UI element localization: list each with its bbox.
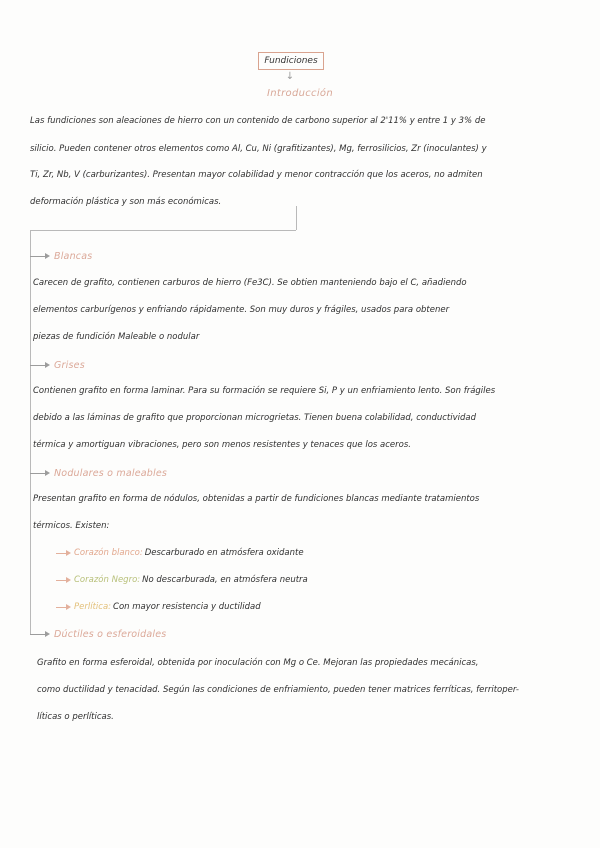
item-text: No descarburada, en atmósfera neutra bbox=[142, 575, 308, 585]
body-line: Contienen grafito en forma laminar. Para su formación se requiere Si, P y un enfriamiento lento. Son frágiles bbox=[33, 386, 496, 396]
body-line: piezas de fundición Maleable o nodular bbox=[33, 332, 200, 342]
tree-connector bbox=[296, 206, 297, 230]
tree-connector bbox=[30, 230, 31, 634]
arrow-right-icon bbox=[30, 358, 52, 372]
list-item-corazon-negro bbox=[56, 573, 308, 587]
section-heading: Dúctiles o esferoidales bbox=[54, 628, 167, 640]
body-line: debido a las láminas de grafito que proporcionan microgrietas. Tienen buena colabilidad, conductividad bbox=[33, 413, 476, 423]
item-text: Con mayor resistencia y ductilidad bbox=[113, 602, 261, 612]
body-line: Carecen de grafito, contienen carburos de hierro (Fe3C). Se obtien manteniendo bajo el C, añadiendo bbox=[33, 278, 467, 288]
arrow-right-icon bbox=[56, 573, 72, 587]
section-subtitle: Introducción bbox=[267, 88, 333, 99]
arrow-right-icon bbox=[30, 249, 52, 263]
down-arrow-icon: ↓ bbox=[285, 71, 295, 82]
page-title: Fundiciones bbox=[258, 52, 324, 70]
body-line: como ductilidad y tenacidad. Según las condiciones de enfriamiento, pueden tener matrices ferríticas, ferritoper- bbox=[37, 685, 519, 695]
item-term: Corazón blanco: bbox=[74, 548, 143, 558]
intro-line: Ti, Zr, Nb, V (carburizantes). Presentan mayor colabilidad y menor contracción que los aceros, no admiten bbox=[30, 170, 483, 180]
tree-connector bbox=[30, 230, 296, 231]
arrow-right-icon bbox=[30, 627, 52, 641]
list-item-corazon-blanco bbox=[56, 546, 304, 560]
item-text: Descarburado en atmósfera oxidante bbox=[144, 548, 304, 558]
branch-grises bbox=[30, 358, 85, 372]
branch-ductiles bbox=[30, 627, 166, 641]
body-line: Presentan grafito en forma de nódulos, obtenidas a partir de fundiciones blancas mediante tratamientos bbox=[33, 494, 480, 504]
item-term: Corazón Negro: bbox=[74, 575, 141, 585]
arrow-right-icon bbox=[56, 546, 72, 560]
body-line: Grafito en forma esferoidal, obtenida por inoculación con Mg o Ce. Mejoran las propiedades mecánicas, bbox=[37, 658, 479, 668]
body-line: líticas o perlíticas. bbox=[37, 712, 114, 722]
section-heading: Blancas bbox=[54, 250, 93, 262]
item-term: Perlítica: bbox=[74, 602, 112, 612]
branch-blancas bbox=[30, 249, 92, 263]
section-heading: Grises bbox=[54, 359, 85, 371]
body-line: térmica y amortiguan vibraciones, pero son menos resistentes y tenaces que los aceros. bbox=[33, 440, 411, 450]
arrow-right-icon bbox=[56, 600, 72, 614]
list-item-perlitica bbox=[56, 600, 261, 614]
arrow-right-icon bbox=[30, 466, 52, 480]
section-heading: Nodulares o maleables bbox=[54, 467, 168, 479]
branch-nodulares bbox=[30, 466, 167, 480]
body-line: elementos carburígenos y enfriando rápidamente. Son muy duros y frágiles, usados para obtener bbox=[33, 305, 450, 315]
intro-line: silicio. Pueden contener otros elementos como Al, Cu, Ni (grafitizantes), Mg, ferrosilicios, Zr (inoculantes) y bbox=[30, 144, 487, 154]
intro-line: Las fundiciones son aleaciones de hierro con un contenido de carbono superior al 2'11% y entre 1 y 3% de bbox=[30, 116, 486, 126]
body-line: térmicos. Existen: bbox=[33, 521, 110, 531]
intro-line: deformación plástica y son más económicas. bbox=[30, 197, 222, 207]
